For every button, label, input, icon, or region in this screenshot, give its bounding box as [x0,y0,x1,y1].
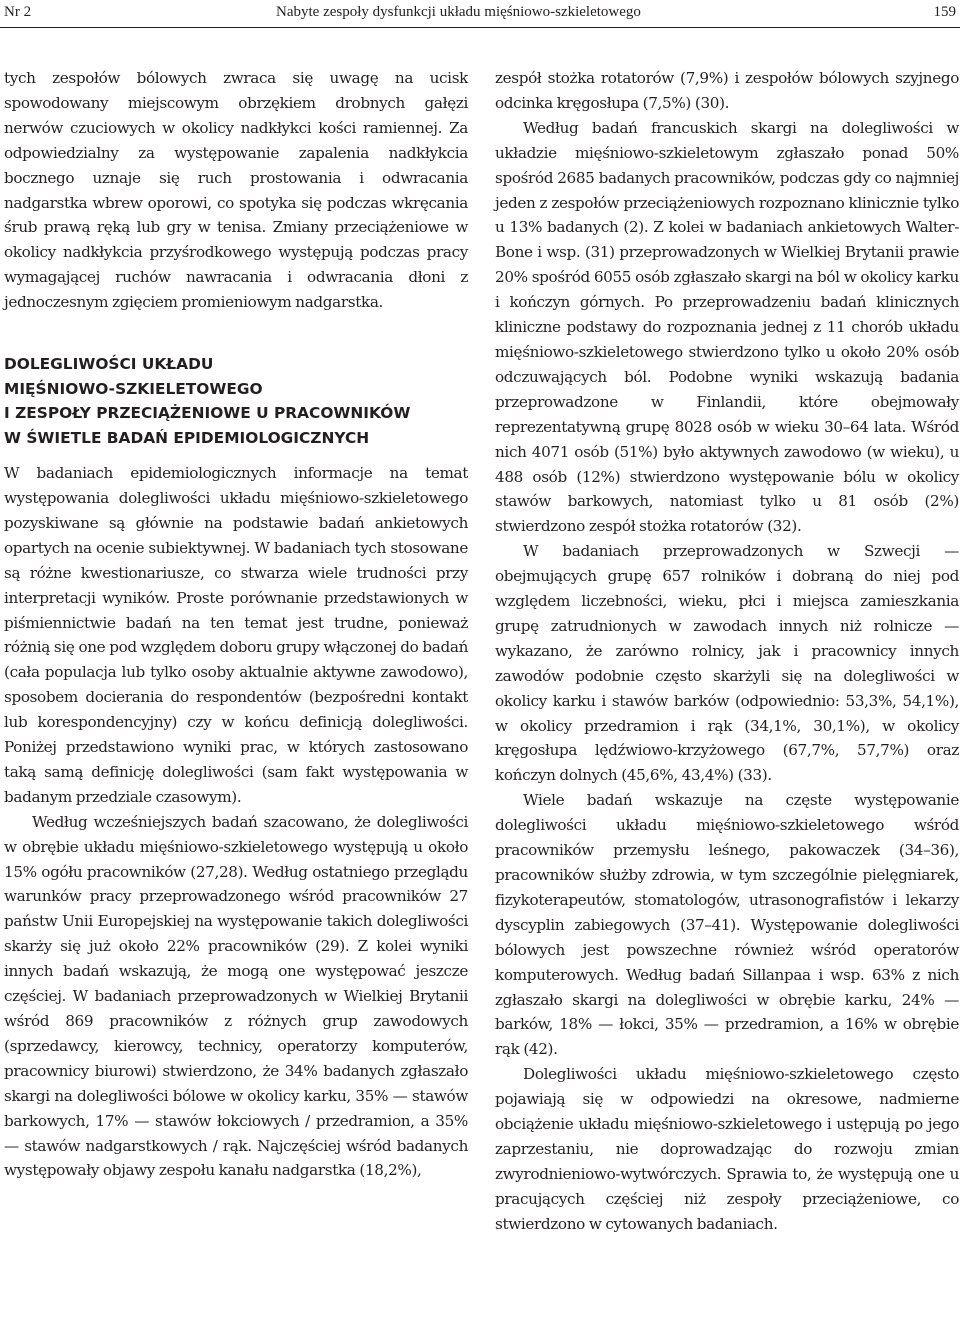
paragraph: Według badań francuskich skargi na dolegliwości w układzie mięśniowo-szkieletowym zgłaszało ponad 50% spośród 2685 badanych pracowników, podczas gdy co najmniej jeden z zespołów przeciążeniowych rozpoznano klinicznie tylko u 13% badanych (2). Z kolei w badaniach ankietowych Walter-Bone i wsp. (31) przeprowadzonych w Wielkiej Brytanii prawie 20% spośród 6055 osób zgłaszało skargi na ból w okolicy karku i kończyn górnych. Po przeprowadzeniu badań klinicznych kliniczne podstawy do rozpoznania jednej z 11 chorób układu mięśniowo-szkieletowego stwierdzono tylko u około 20% osób odczuwających ból. Podobne wyniki wskazują badania przeprowadzone w Finlandii, które obejmowały reprezentatywną grupę 8028 osób w wieku 30–64 lata. Wśród nich 4071 osób (51%) było aktywnych zawodowo (w wieku), u 488 osób (12%) stwierdzono występowanie bólu w okolicy stawów barkowych, natomiast tylko u 81 osób (2%) stwierdzono zespół stożka rotatorów (32). [495,118,959,536]
paragraph: Dolegliwości układu mięśniowo-szkieletowego często pojawiają się w odpowiedzi na okresowe, nadmierne obciążenie układu mięśniowo-szkieletowego i ustępują po jego zaprzestaniu, nie doprowadzając do rozwoju zmian zwyrodnieniowo-wytwórczych. Sprawia to, że występują one u pracujących częściej niż zespoły przeciążeniowe, co stwierdzono w cytowanych badaniach. [495,1065,959,1233]
running-title: Nabyte zespoły dysfunkcji układu mięśniowo-szkieletowego [276,4,641,20]
left-column [4,66,468,1183]
page-number: 159 [933,4,956,20]
paragraph: Według wcześniejszych badań szacowano, że dolegliwości w obrębie układu mięśniowo-szkieletowego występują u około 15% ogółu pracowników (27,28). Według ostatniego przeglądu warunków pracy przeprowadzonego wśród pracowników 27 państw Unii Europejskiej na występowanie takich dolegliwości skarży się już około 22% pracowników (29). Z kolei wyniki innych badań wskazują, że mogą one występować jeszcze częściej. W badaniach przeprowadzonych w Wielkiej Brytanii wśród 869 pracowników z różnych grup zawodowych (sprzedawcy, kierowcy, technicy, operatorzy komputerów, pracownicy biurowi) stwierdzono, że 34% badanych zgłaszało skargi na dolegliwości bólowe w okolicy karku, 35% — stawów barkowych, 17% — stawów łokciowych / przedramion, a 35% — stawów nadgarstkowych / rąk. Najczęściej wśród badanych występowały objawy zespołu kanału nadgarstka (18,2%), [4,812,468,1180]
paragraph: W badaniach przeprowadzonych w Szwecji — obejmujących grupę 657 rolników i dobraną do niej pod względem liczebności, wieku, płci i miejsca zamieszkania grupę zatrudnionych w zawodach innych niż rolnicze — wykazano, że zarówno rolnicy, jak i pracownicy innych zawodów podobnie często skarżyli się na dolegliwości w okolicy karku i stawów barków (odpowiednio: 53,3%, 54,1%), w okolicy przedramion i rąk (34,1%, 30,1%), w okolicy kręgosłupa lędźwiowo-krzyżowego (67,7%, 57,7%) oraz kończyn dolnych (45,6%, 43,4%) (33). [495,542,959,785]
paragraph: Wiele badań wskazuje na częste występowanie dolegliwości układu mięśniowo-szkieletowego wśród pracowników przemysłu leśnego, pakowaczek (34–36), pracowników służby zdrowia, w tym szczególnie pielęgniarek, fizykoterapeutów, stomatologów, utrasonografistów i lekarzy dyscyplin zabiegowych (37–41). Występowanie dolegliwości bólowych jest powszechne również wśród operatorów komputerowych. Według badań Sillanpaa i wsp. 63% z nich zgłaszało skargi na dolegliwości w obrębie karku, 24% — barków, 18% — łokci, 35% — przedramion, a 16% w obrębie rąk (42). [495,791,959,1059]
paragraph: zespół stożka rotatorów (7,9%) i zespołów bólowych szyjnego odcinka kręgosłupa (7,5%) (30). [495,69,959,112]
heading-line: DOLEGLIWOŚCI UKŁADU [4,355,214,374]
paragraph: W badaniach epidemiologicznych informacje na temat występowania dolegliwości układu mięśniowo-szkieletowego pozyskiwane są głównie na podstawie badań ankietowych opartych na ocenie subiektywnej. W badaniach tych stosowane są różne kwestionariusze, co stwarza wiele trudności przy interpretacji wyników. Proste porównanie przedstawionych w piśmiennictwie badań na ten temat jest trudne, ponieważ różnią się one pod względem doboru grupy włączonej do badań (cała populacja lub tylko osoby aktualnie aktywne zawodowo), sposobem docierania do respondentów (bezpośredni kontakt lub korespondencyjny) czy w końcu definicją dolegliwości. Poniżej przedstawiono wyniki prac, w których zastosowano taką samą definicję dolegliwości (sam fakt występowania w badanym przedziale czasowym). [4,464,468,806]
heading-line: MIĘŚNIOWO-SZKIELETOWEGO [4,379,263,398]
paragraph: tych zespołów bólowych zwraca się uwagę na ucisk spowodowany miejscowym obrzękiem drobnych gałęzi nerwów czuciowych w okolicy nadkłykci kości ramiennej. Za odpowiedzialny za występowanie zapalenia nadkłykcia bocznego uznaje się ruch prostowania i odwracania nadgarstka wbrew oporowi, co spotyka się podczas wkręcania śrub prawą ręką lub gry w tenisa. Zmiany przeciążeniowe w okolicy nadkłykcia przyśrodkowego występują podczas pracy wymagającej ruchów nawracania i odwracania dłoni z jednoczesnym zgięciem promieniowym nadgarstka. [4,69,468,312]
section-heading [4,352,468,450]
heading-line: I ZESPOŁY PRZECIĄŻENIOWE U PRACOWNIKÓW [4,404,411,423]
heading-line: W ŚWIETLE BADAŃ EPIDEMIOLOGICZNYCH [4,428,370,447]
running-header [0,0,960,28]
right-column [495,66,959,1237]
issue-number: Nr 2 [4,4,32,20]
